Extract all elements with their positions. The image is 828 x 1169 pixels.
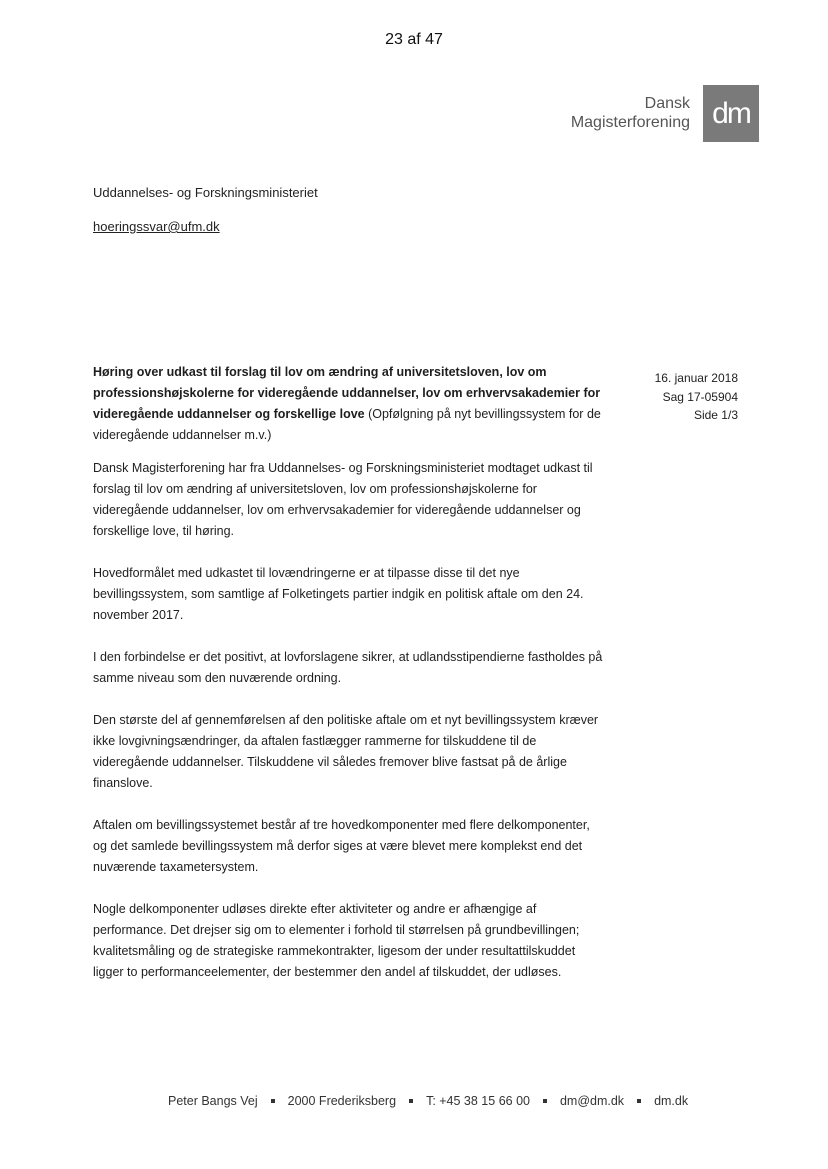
paragraph-2: Hovedformålet med udkastet til lovændringerne er at tilpasse disse til det nye bevillingssystem, som samtlige af Folketingets partier indgik en politisk aftale om den 24. november 2017. bbox=[93, 566, 584, 622]
footer-address: Peter Bangs Vej bbox=[168, 1094, 258, 1108]
letter-meta bbox=[655, 369, 738, 425]
page-number: Side 1/3 bbox=[693, 408, 738, 422]
page-counter: 23 af 47 bbox=[385, 31, 443, 48]
logo-line-2: Magisterforening bbox=[570, 114, 690, 131]
recipient-email-link[interactable]: hoeringssvar@ufm.dk bbox=[93, 219, 220, 234]
paragraph-3: I den forbindelse er det positivt, at lovforslagene sikrer, at udlandsstipendierne fastholdes på samme niveau som den nuværende ordning. bbox=[93, 650, 603, 685]
footer-email: dm@dm.dk bbox=[559, 1094, 625, 1108]
logo-line-1: Dansk bbox=[644, 95, 690, 112]
footer bbox=[168, 1094, 728, 1108]
paragraph-4: Den største del af gennemførelsen af den politiske aftale om et nyt bevillingssystem kræver ikke lovgivningsændringer, da aftalen fastlægger rammerne for tilskuddene til de videregående uddannelser. Tilskuddene vil således fremover blive fastsat på de årlige finanslove. bbox=[93, 713, 599, 790]
paragraph-6: Nogle delkomponenter udløses direkte efter aktiviteter og andre er afhængige af performance. Det drejser sig om to elementer i forhold til størrelsen på grundbevillingen; kvalitetsmåling og de strategiske rammekontrakter, ligesom der under resultattilskuddet ligger to performanceelementer, der bestemmer den andel af tilskuddet, der udløses. bbox=[93, 902, 580, 979]
footer-web: dm.dk bbox=[654, 1094, 689, 1108]
subject-bold: Høring over udkast til forslag til lov om ændring af universitetsloven, lov om professionshøjskolerne for videregående uddannelser, lov om erhvervsakademier for videregående uddannelser og forskellige love bbox=[93, 365, 601, 421]
paragraph-5: Aftalen om bevillingssystemet består af tre hovedkomponenter med flere delkomponenter, og det samlede bevillingssystem må derfor siges at være blevet mere komplekst end det nuværende taxametersystem. bbox=[93, 818, 590, 874]
footer-phone: T: +45 38 15 66 00 bbox=[426, 1094, 530, 1108]
bullet-icon bbox=[409, 1099, 413, 1103]
bullet-icon bbox=[637, 1099, 641, 1103]
case-number: Sag 17-05904 bbox=[662, 389, 738, 404]
bullet-icon bbox=[271, 1099, 275, 1103]
logo-text bbox=[571, 94, 690, 132]
subject-normal: (Opfølgning på nyt bevillingssystem for de videregående uddannelser m.v.) bbox=[93, 407, 601, 442]
dm-logo: dm bbox=[703, 85, 759, 142]
letter-date: 16. januar 2018 bbox=[654, 371, 738, 385]
letter-body bbox=[93, 362, 603, 1004]
paragraph-1: Dansk Magisterforening har fra Uddannelses- og Forskningsministeriet modtaget udkast til forslag til lov om ændring af universitetsloven, lov om professionshøjskolerne for videregående uddannelser, lov om erhvervsakademier for videregående uddannelser og forskellige love, til høring. bbox=[93, 461, 593, 538]
footer-city: 2000 Frederiksberg bbox=[287, 1094, 397, 1108]
bullet-icon bbox=[543, 1099, 547, 1103]
recipient-name: Uddannelses- og Forskningsministeriet bbox=[93, 185, 318, 200]
subject-line bbox=[93, 362, 603, 446]
